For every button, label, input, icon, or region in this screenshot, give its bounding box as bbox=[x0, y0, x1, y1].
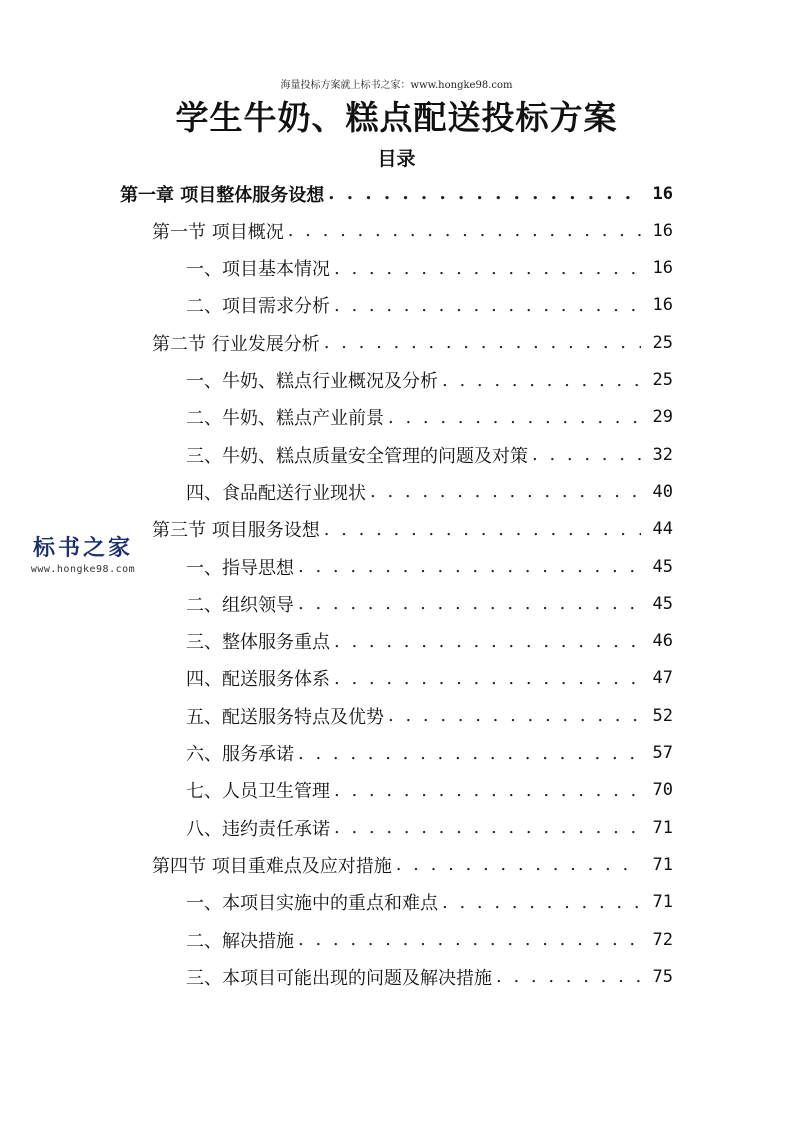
watermark-url: www.hongke98.com bbox=[30, 564, 136, 575]
toc-entry-page: 16 bbox=[652, 220, 673, 241]
toc-leader-dots bbox=[396, 854, 641, 875]
toc-entry[interactable] bbox=[186, 772, 673, 809]
toc-entry-title: 第一节 项目概况 bbox=[152, 221, 284, 243]
toc-leader-dots bbox=[324, 332, 641, 353]
toc-entry-page: 72 bbox=[652, 929, 673, 950]
toc-leader-dots bbox=[298, 929, 641, 950]
document-title: 学生牛奶、糕点配送投标方案 bbox=[175, 98, 618, 137]
toc-entry[interactable] bbox=[152, 212, 673, 249]
toc-entry-title: 二、牛奶、糕点产业前景 bbox=[186, 408, 384, 430]
toc-entry[interactable] bbox=[120, 175, 673, 212]
toc-entry-title: 四、配送服务体系 bbox=[186, 669, 330, 691]
toc-leader-dots bbox=[298, 743, 641, 764]
toc-entry-title: 二、组织领导 bbox=[186, 594, 294, 616]
toc-entry-title: 一、项目基本情况 bbox=[186, 259, 330, 281]
toc-entry[interactable] bbox=[152, 324, 673, 361]
toc-entry-title: 五、配送服务特点及优势 bbox=[186, 706, 384, 728]
toc-entry-page: 25 bbox=[652, 370, 673, 390]
toc-entry[interactable] bbox=[186, 473, 673, 510]
toc-entry-title: 第一章 项目整体服务设想 bbox=[120, 184, 325, 206]
toc-entry-page: 29 bbox=[652, 407, 673, 428]
toc-leader-dots bbox=[442, 370, 641, 391]
toc-leader-dots bbox=[442, 892, 641, 913]
toc-entry[interactable] bbox=[186, 585, 673, 622]
toc-entry-page: 57 bbox=[652, 743, 673, 763]
toc-leader-dots bbox=[298, 593, 641, 614]
toc-entry-page: 16 bbox=[652, 258, 673, 279]
toc-entry-title: 六、服务承诺 bbox=[186, 744, 294, 765]
toc-entry-page: 75 bbox=[652, 966, 673, 987]
toc-leader-dots bbox=[370, 481, 641, 502]
toc-entry-title: 三、牛奶、糕点质量安全管理的问题及对策 bbox=[186, 445, 528, 467]
toc-leader-dots bbox=[334, 258, 641, 279]
toc-entry[interactable] bbox=[186, 697, 673, 734]
toc-entry[interactable] bbox=[186, 623, 673, 660]
toc-entry[interactable] bbox=[186, 250, 673, 287]
header-source-line: 海量投标方案就上标书之家：www.hongke98.com bbox=[280, 80, 513, 91]
toc-leader-dots bbox=[334, 817, 641, 838]
toc-entry-title: 二、解决措施 bbox=[186, 930, 294, 952]
toc-entry[interactable] bbox=[152, 511, 673, 548]
toc-entry[interactable] bbox=[186, 362, 673, 399]
toc-entry-title: 第四节 项目重难点及应对措施 bbox=[152, 855, 392, 877]
toc-entry-page: 52 bbox=[652, 705, 673, 726]
toc-entry-title: 四、食品配送行业现状 bbox=[186, 482, 366, 504]
toc-entry-title: 一、指导思想 bbox=[186, 557, 294, 579]
toc-entry-page: 71 bbox=[652, 892, 673, 913]
toc-leader-dots bbox=[334, 780, 641, 801]
toc-entry[interactable] bbox=[186, 958, 673, 995]
toc-leader-dots bbox=[334, 668, 641, 689]
toc-entry[interactable] bbox=[186, 548, 673, 585]
toc-entry-page: 71 bbox=[652, 817, 673, 838]
toc-entry-title: 第二节 行业发展分析 bbox=[152, 333, 320, 355]
toc-entry-title: 一、牛奶、糕点行业概况及分析 bbox=[186, 371, 438, 392]
toc-entry[interactable] bbox=[186, 884, 673, 921]
toc-leader-dots bbox=[496, 966, 641, 987]
toc-entry[interactable] bbox=[152, 846, 673, 883]
toc-entry-page: 25 bbox=[652, 332, 673, 353]
toc-leader-dots bbox=[334, 295, 641, 316]
toc-entry-title: 八、违约责任承诺 bbox=[186, 818, 330, 840]
toc-entry[interactable] bbox=[186, 399, 673, 436]
toc-leader-dots bbox=[388, 407, 641, 428]
toc-entry-title: 七、人员卫生管理 bbox=[186, 781, 330, 803]
toc-entry-page: 16 bbox=[652, 183, 673, 204]
toc-entry-title: 三、本项目可能出现的问题及解决措施 bbox=[186, 967, 492, 989]
toc-entry-page: 45 bbox=[652, 593, 673, 614]
toc-entry-page: 45 bbox=[652, 556, 673, 577]
toc-entry-title: 一、本项目实施中的重点和难点 bbox=[186, 893, 438, 915]
toc-entry[interactable] bbox=[186, 921, 673, 958]
toc-entry[interactable] bbox=[186, 287, 673, 324]
toc-entry-page: 44 bbox=[652, 519, 673, 540]
toc-entry-page: 40 bbox=[652, 481, 673, 502]
toc-leader-dots bbox=[388, 705, 641, 726]
toc-leader-dots bbox=[288, 220, 641, 241]
toc-entry-page: 47 bbox=[652, 668, 673, 689]
toc-entry-title: 三、整体服务重点 bbox=[186, 632, 330, 654]
toc-entry-page: 70 bbox=[652, 780, 673, 801]
toc-leader-dots bbox=[532, 444, 641, 465]
toc-leader-dots bbox=[328, 183, 641, 204]
toc-entry[interactable] bbox=[186, 809, 673, 846]
toc-leader-dots bbox=[334, 631, 641, 652]
toc-heading: 目录 bbox=[377, 148, 416, 170]
toc-entry-page: 71 bbox=[652, 854, 673, 875]
toc-entry-page: 16 bbox=[652, 295, 673, 316]
toc-entry[interactable] bbox=[186, 735, 673, 772]
toc-leader-dots bbox=[298, 556, 641, 577]
toc-entry[interactable] bbox=[186, 436, 673, 473]
toc-entry-page: 46 bbox=[652, 631, 673, 652]
toc-entry-title: 二、项目需求分析 bbox=[186, 296, 330, 318]
watermark-logo bbox=[8, 536, 158, 575]
toc-leader-dots bbox=[324, 519, 641, 540]
toc-entry-page: 32 bbox=[652, 444, 673, 465]
toc-entry[interactable] bbox=[186, 660, 673, 697]
watermark-text: 标书之家 bbox=[32, 536, 133, 561]
toc-entry-title: 第三节 项目服务设想 bbox=[152, 520, 320, 542]
